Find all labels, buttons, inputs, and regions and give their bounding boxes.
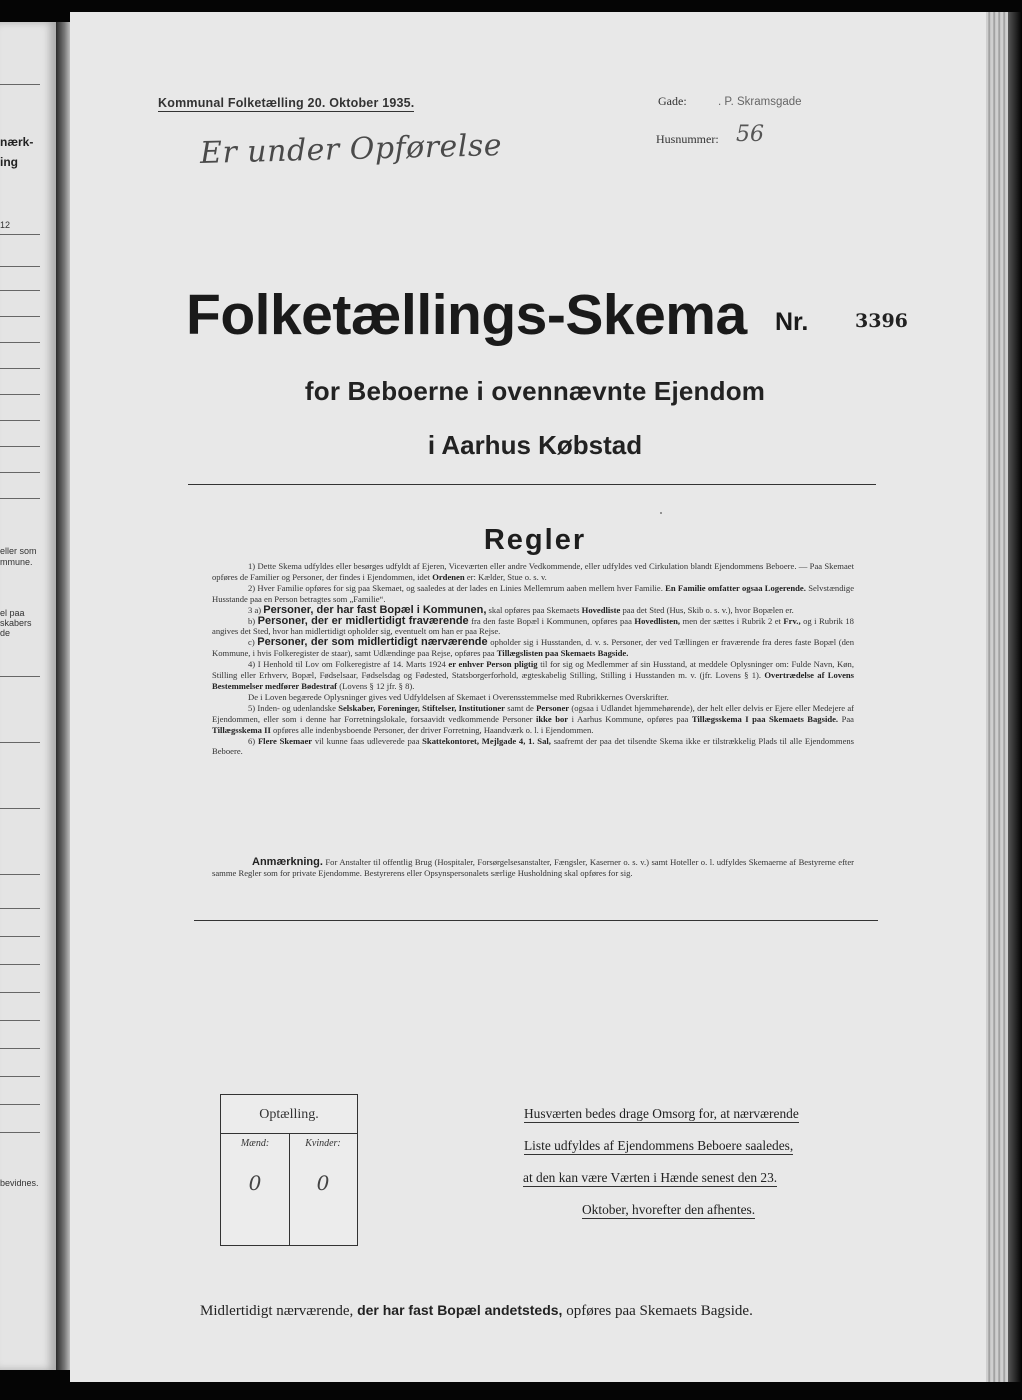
left-page-text: ing [0,155,18,169]
divider [0,446,40,447]
house-number-value: 56 [736,122,764,147]
divider [0,908,40,909]
men-count-value: 0 [248,1171,262,1195]
notice-line: Husværten bedes drage Omsorg for, at nærværende [524,1106,799,1121]
left-page-text: skabers [0,618,32,628]
men-label: Mænd: [240,1138,270,1149]
rule-paragraph: b) Personer, der er midlertidigt fraværende fra den faste Bopæl i Kommunen, opføres paa Hovedlisten, men der sættes i Rubrik 2 et Frv., og i Rubrik 18 angives det Sted, hvor han midlertidigt opholder sig, eventuelt om han er paa Rejse. [212,614,854,637]
census-form-page [70,12,1000,1382]
book-gutter [56,22,70,1370]
divider [0,1132,40,1133]
left-page-text: nærk- [0,135,34,149]
street-label: Gade: [658,94,687,108]
footer-note [200,1302,880,1320]
edge-shadow [1008,12,1022,1382]
divider [0,964,40,965]
divider [0,234,40,235]
divider [0,342,40,343]
divider [0,1076,40,1077]
divider [0,1020,40,1021]
divider [0,420,40,421]
census-header-title: Kommunal Folketælling 20. Oktober 1935. [158,96,415,110]
men-count-column [221,1133,290,1245]
rule-paragraph: 1) Dette Skema udfyldes eller besørges udfyldt af Ejeren, Viceværten eller andre Vedkommende, eller udfyldes ved Cirkulation blandt Ejendommens Beboere. — Paa Skemaet opføres de Familier og Personer, der findes i Ejendommen, idet Ordenen er: Kælder, Stue o. s. v. [212,561,854,582]
divider [0,316,40,317]
divider [0,368,40,369]
landlord-notice [520,1106,860,1234]
rule-paragraph: 6) Flere Skemaer vil kunne faas udleverede paa Skattekontoret, Mejlgade 4, 1. Sal, saafremt der paa det tilsendte Skema ikke er tilstrækkelig Plads til alle Ejendommens Beboere. [212,735,855,757]
left-page-text: 12 [0,220,11,230]
divider [0,1104,40,1105]
remark-text: For Anstalter til offentlig Brug (Hospitaler, Forsørgelsesanstalter, Fængsler, Kaserner o. s. v.) samt Hoteller o. l. udfyldes Skemaerne af Bestyrerne efter samme Regler som for private Ejendomme. Bestyrerens eller Opsynspersonalets særlige Husholdning skal opføres for sig. [212,857,855,878]
remark-paragraph [212,857,854,879]
notice-line: at den kan være Værten i Hænde senest den 23. [523,1170,778,1185]
remark-label: Anmærkning. [252,856,323,868]
divider [0,808,40,809]
left-page-text: eller som [0,546,37,556]
footer-text: Midlertidigt nærværende, [200,1303,354,1319]
rule-paragraph: 4) I Henhold til Lov om Folkeregistre af 14. Marts 1924 er enhver Person pligtig til for sig og Medlemmer af sin Husstand, at meddele Oplysninger om: Fulde Navn, Køn, Stilling eller Erhverv, Bopæl, Fødselsaar, Fødselsdag og Fødested, Statsborgerforhold, ægteskabelig Stilling, Stilling i Husstanden m. v. (jfr. Lovens § 1). Overtrædelse af Lovens Bestemmelser medfører Bødestraf (Lovens § 12 jfr. § 8). [212,659,855,691]
form-number-value: 3396 [855,310,908,332]
paper-speck [660,512,662,514]
footer-bold-text: der har fast Bopæl andetsteds, [357,1302,563,1318]
divider [0,266,40,267]
footer-text: opføres paa Skemaets Bagside. [566,1303,753,1319]
rules-text [212,561,854,757]
notice-line: Oktober, hvorefter den afhentes. [582,1202,756,1217]
women-label: Kvinder: [305,1138,341,1149]
count-box-title: Optælling. [221,1095,357,1134]
divider [0,498,40,499]
divider [0,394,40,395]
divider [0,1048,40,1049]
divider [194,920,878,921]
previous-page-fragment [0,22,56,1370]
form-subtitle-city: i Aarhus Købstad [427,430,643,460]
count-box [220,1094,358,1246]
rule-paragraph: 2) Hver Familie opføres for sig paa Skemaet, og saaledes at der lades en Linies Mellemrum aaben mellem hver Familie. En Familie omfatter ogsaa Logerende. Selvstændige Husstande paa en Person betragtes som „Familie“. [212,582,855,604]
form-subtitle: for Beboerne i ovennævnte Ejendom [304,376,766,406]
divider [188,484,876,485]
divider [0,992,40,993]
rule-paragraph: 5) Inden- og udenlandske Selskaber, Foreninger, Stiftelser, Institutioner samt de Personer (ogsaa i Udlandet hjemmehørende), der helt eller delvis er Ejere eller Medejere af Ejendommen, eller som i denne har Forretningslokale, forsaavidt vedkommende Personer ikke bor i Aarhus Kommune, opføres paa Tillægsskema I paa Skemaets Bagside. Paa Tillægsskema II opføres alle indenbysboende Personer, der driver Forretning, Haandværk o. l. i Ejendommen. [212,702,854,735]
rules-heading: Regler [483,524,587,556]
divider [0,472,40,473]
form-number-label: Nr. [775,308,809,336]
rule-paragraph: 3 a) Personer, der har fast Bopæl i Kommunen, skal opføres paa Skemaets Hovedliste paa det Sted (Hus, Skib o. s. v.), hvor Bopælen er. [248,603,794,616]
left-page-text: bevidnes. [0,1178,39,1188]
left-page-text: mmune. [0,557,33,567]
house-number-label: Husnummer: [656,132,719,146]
divider [0,290,40,291]
street-value: . P. Skramsgade [718,96,802,108]
rule-paragraph: c) Personer, der som midlertidigt nærværende opholder sig i Husstanden, d. v. s. Personer, der ved Tællingen er fraværende fra deres faste Bopæl (den Kommune, i hvis Folkeregister de staar), samt Udlændinge paa Rejse, opføres paa Tillægslisten paa Skemaets Bagside. [212,636,855,659]
page-stack-edge [986,12,1008,1382]
left-page-text: el paa [0,608,25,618]
notice-line: Liste udfyldes af Ejendommens Beboere saaledes, [524,1138,794,1153]
form-title: Folketællings-Skema [186,283,747,347]
divider [0,742,40,743]
divider [0,676,40,677]
rule-paragraph: De i Loven begærede Oplysninger gives ved Udfyldelsen af Skemaet i Overensstemmelse med Rubrikkernes Overskrifter. [248,691,669,702]
women-count-column [289,1133,357,1245]
women-count-value: 0 [316,1171,330,1195]
left-page-text: de [0,628,11,638]
divider [0,874,40,875]
handwritten-note: Er under Opførelse [199,128,503,171]
divider [0,936,40,937]
divider [0,84,40,85]
